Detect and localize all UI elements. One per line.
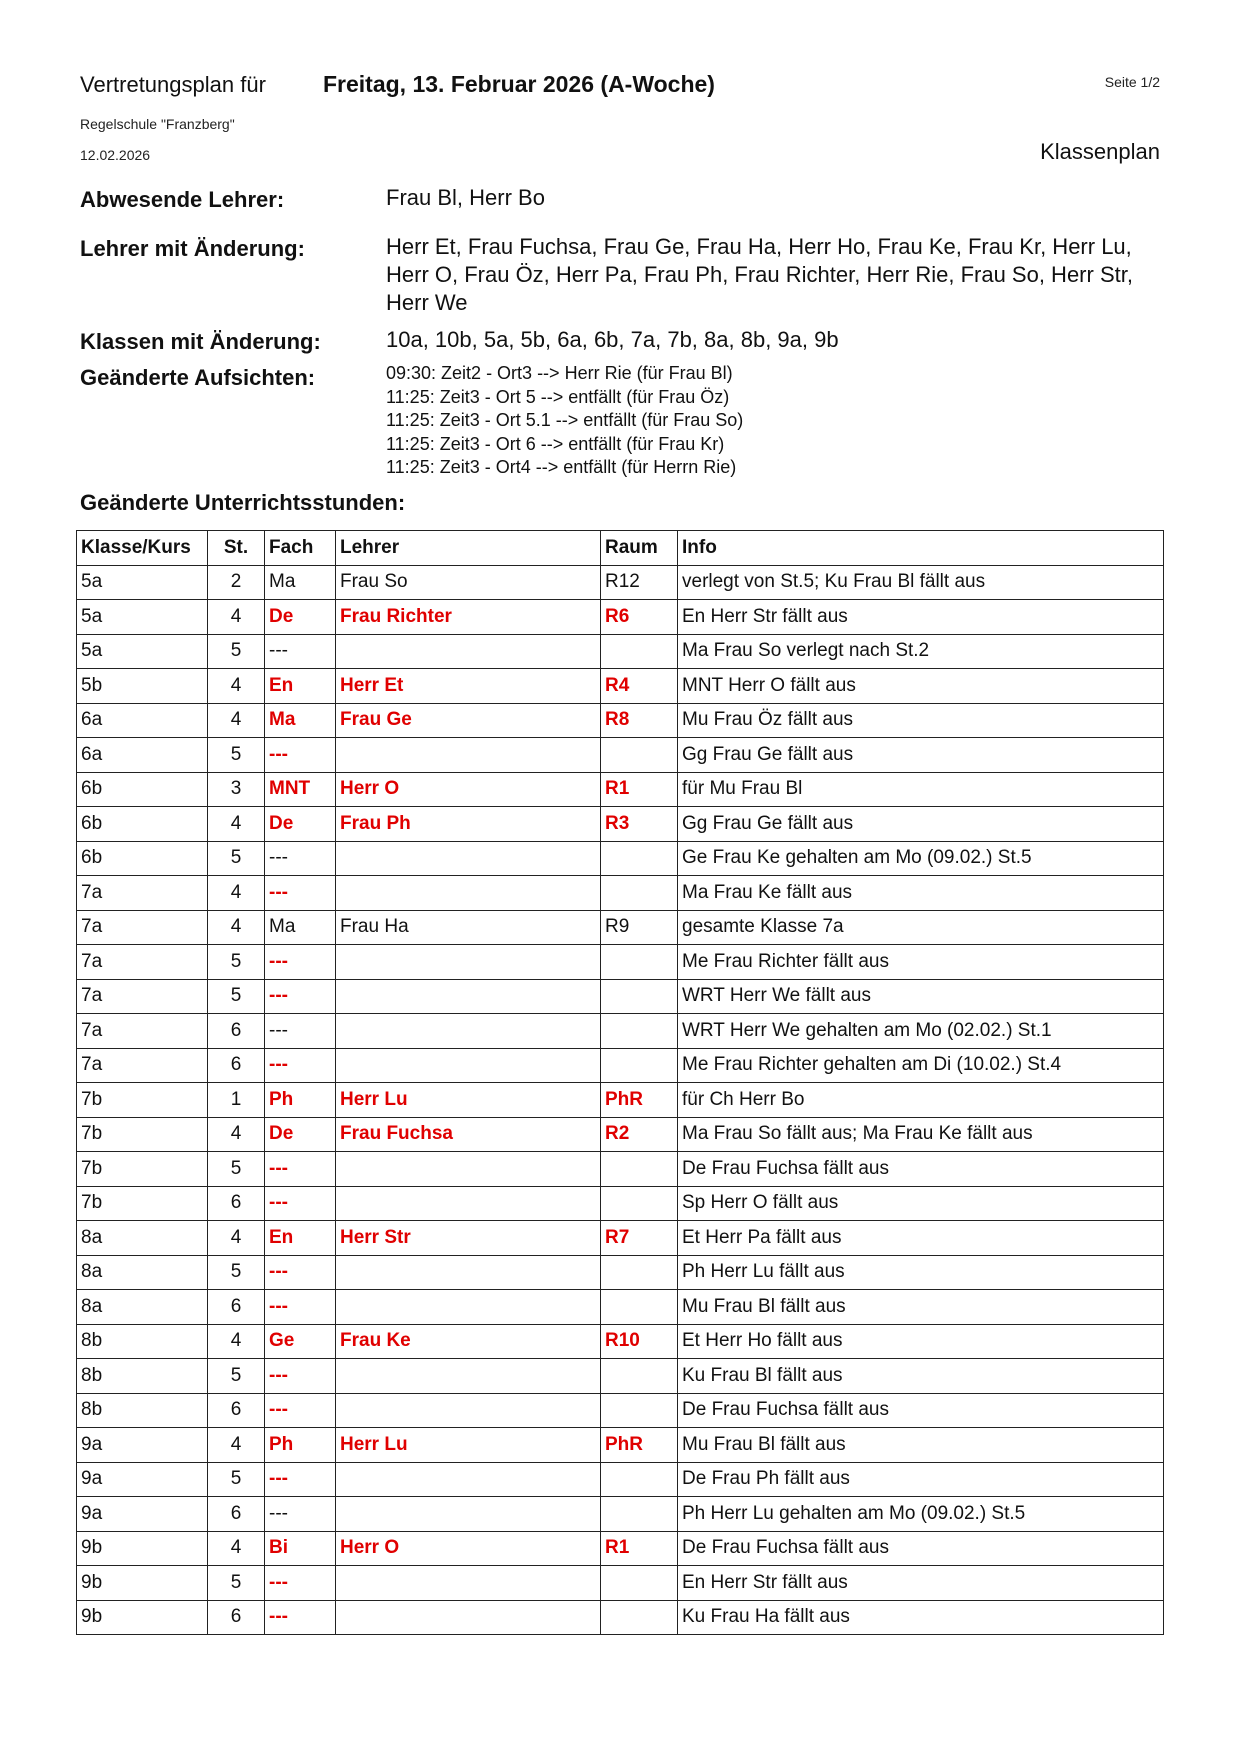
cell-fach: --- <box>265 1600 336 1635</box>
cell-klasse: 6b <box>77 807 208 842</box>
cell-klasse: 9b <box>77 1600 208 1635</box>
cell-fach: --- <box>265 634 336 669</box>
cell-fach: --- <box>265 841 336 876</box>
cell-info: für Mu Frau Bl <box>678 772 1164 807</box>
cell-klasse: 9b <box>77 1566 208 1601</box>
cell-fach: --- <box>265 1497 336 1532</box>
cell-raum: R1 <box>601 1531 678 1566</box>
cell-raum <box>601 979 678 1014</box>
cell-fach: --- <box>265 1014 336 1049</box>
table-row <box>77 807 1164 842</box>
cell-stunde: 6 <box>208 1014 265 1049</box>
cell-info: Ma Frau So verlegt nach St.2 <box>678 634 1164 669</box>
changed-classes-value: 10a, 10b, 5a, 5b, 6a, 6b, 7a, 7b, 8a, 8b, 9a, 9b <box>386 327 839 352</box>
table-row <box>77 876 1164 911</box>
cell-fach: --- <box>265 1393 336 1428</box>
cell-lehrer <box>336 1048 601 1083</box>
cell-stunde: 5 <box>208 738 265 773</box>
cell-stunde: 6 <box>208 1393 265 1428</box>
cell-lehrer: Frau Ke <box>336 1324 601 1359</box>
cell-stunde: 5 <box>208 1255 265 1290</box>
cell-raum: PhR <box>601 1428 678 1463</box>
cell-info: Mu Frau Bl fällt aus <box>678 1290 1164 1325</box>
cell-raum <box>601 1566 678 1601</box>
changed-classes-label: Klassen mit Änderung: <box>80 329 321 354</box>
cell-lehrer: Frau Fuchsa <box>336 1117 601 1152</box>
cell-klasse: 7a <box>77 1048 208 1083</box>
cell-info: Gg Frau Ge fällt aus <box>678 738 1164 773</box>
cell-klasse: 8b <box>77 1359 208 1394</box>
cell-raum <box>601 634 678 669</box>
cell-fach: De <box>265 1117 336 1152</box>
cell-lehrer <box>336 1014 601 1049</box>
cell-stunde: 2 <box>208 565 265 600</box>
supervision-item: 09:30: Zeit2 - Ort3 --> Herr Rie (für Frau Bl) <box>386 363 733 383</box>
table-row <box>77 979 1164 1014</box>
cell-stunde: 6 <box>208 1186 265 1221</box>
cell-stunde: 4 <box>208 600 265 635</box>
page-number: Seite 1/2 <box>1104 74 1160 90</box>
cell-lehrer: Herr Lu <box>336 1083 601 1118</box>
cell-raum <box>601 1497 678 1532</box>
supervision-item: 11:25: Zeit3 - Ort 5 --> entfällt (für Frau Öz) <box>386 386 730 407</box>
cell-klasse: 7b <box>77 1117 208 1152</box>
cell-lehrer: Herr Et <box>336 669 601 704</box>
cell-lehrer <box>336 1393 601 1428</box>
cell-klasse: 6a <box>77 703 208 738</box>
cell-lehrer <box>336 1359 601 1394</box>
cell-stunde: 4 <box>208 703 265 738</box>
cell-stunde: 4 <box>208 1428 265 1463</box>
table-row <box>77 1497 1164 1532</box>
cell-stunde: 4 <box>208 1324 265 1359</box>
lessons-section-title: Geänderte Unterrichtsstunden: <box>80 490 406 515</box>
cell-stunde: 6 <box>208 1600 265 1635</box>
cell-fach: --- <box>265 1359 336 1394</box>
plan-date-title: Freitag, 13. Februar 2026 (A-Woche) <box>323 71 715 97</box>
cell-raum: R7 <box>601 1221 678 1256</box>
cell-fach: Ph <box>265 1083 336 1118</box>
cell-info: Mu Frau Öz fällt aus <box>678 703 1164 738</box>
column-header-fach: Fach <box>265 531 336 566</box>
cell-info: Me Frau Richter gehalten am Di (10.02.) St.4 <box>678 1048 1164 1083</box>
cell-info: Ku Frau Ha fällt aus <box>678 1600 1164 1635</box>
cell-fach: De <box>265 600 336 635</box>
cell-raum <box>601 1186 678 1221</box>
cell-lehrer: Herr Lu <box>336 1428 601 1463</box>
table-row <box>77 1255 1164 1290</box>
cell-klasse: 7a <box>77 945 208 980</box>
cell-klasse: 9a <box>77 1428 208 1463</box>
cell-fach: Bi <box>265 1531 336 1566</box>
cell-stunde: 4 <box>208 1117 265 1152</box>
cell-klasse: 7a <box>77 1014 208 1049</box>
cell-lehrer: Herr O <box>336 1531 601 1566</box>
cell-raum: R12 <box>601 565 678 600</box>
cell-stunde: 6 <box>208 1048 265 1083</box>
cell-lehrer <box>336 979 601 1014</box>
cell-lehrer <box>336 1186 601 1221</box>
cell-klasse: 8a <box>77 1255 208 1290</box>
table-row <box>77 1531 1164 1566</box>
cell-info: Ph Herr Lu gehalten am Mo (09.02.) St.5 <box>678 1497 1164 1532</box>
cell-raum <box>601 738 678 773</box>
cell-stunde: 4 <box>208 669 265 704</box>
table-header-row <box>77 531 1164 566</box>
table-row <box>77 1221 1164 1256</box>
cell-fach: --- <box>265 1566 336 1601</box>
cell-klasse: 6b <box>77 841 208 876</box>
cell-stunde: 5 <box>208 1566 265 1601</box>
column-header-lehrer: Lehrer <box>336 531 601 566</box>
cell-lehrer <box>336 1255 601 1290</box>
table-row <box>77 1117 1164 1152</box>
cell-stunde: 4 <box>208 910 265 945</box>
cell-stunde: 5 <box>208 1359 265 1394</box>
cell-fach: De <box>265 807 336 842</box>
cell-fach: En <box>265 1221 336 1256</box>
cell-fach: Ma <box>265 910 336 945</box>
supervision-item: 11:25: Zeit3 - Ort 6 --> entfällt (für Frau Kr) <box>386 433 725 454</box>
cell-stunde: 5 <box>208 841 265 876</box>
cell-lehrer <box>336 738 601 773</box>
cell-lehrer <box>336 876 601 911</box>
cell-raum <box>601 1600 678 1635</box>
cell-info: Ku Frau Bl fällt aus <box>678 1359 1164 1394</box>
table-row <box>77 1393 1164 1428</box>
cell-lehrer: Frau Ge <box>336 703 601 738</box>
table-row <box>77 1428 1164 1463</box>
cell-klasse: 7a <box>77 979 208 1014</box>
cell-lehrer <box>336 945 601 980</box>
cell-fach: MNT <box>265 772 336 807</box>
cell-fach: --- <box>265 1186 336 1221</box>
cell-stunde: 1 <box>208 1083 265 1118</box>
cell-info: En Herr Str fällt aus <box>678 1566 1164 1601</box>
cell-stunde: 6 <box>208 1290 265 1325</box>
cell-lehrer: Frau Ha <box>336 910 601 945</box>
cell-info: Et Herr Ho fällt aus <box>678 1324 1164 1359</box>
cell-lehrer <box>336 1462 601 1497</box>
cell-stunde: 5 <box>208 945 265 980</box>
table-row <box>77 1566 1164 1601</box>
cell-klasse: 5a <box>77 565 208 600</box>
table-row <box>77 1048 1164 1083</box>
column-header-raum: Raum <box>601 531 678 566</box>
changed-teachers-value: Herr Et, Frau Fuchsa, Frau Ge, Frau Ha, Herr Ho, Frau Ke, Frau Kr, Herr Lu, Herr O, Frau Öz, Herr Pa, Frau Ph, Frau Richter, Herr Rie, Frau So, Herr Str, Herr We <box>386 234 1133 315</box>
table-row <box>77 669 1164 704</box>
cell-raum: PhR <box>601 1083 678 1118</box>
cell-info: Ge Frau Ke gehalten am Mo (09.02.) St.5 <box>678 841 1164 876</box>
cell-klasse: 7a <box>77 876 208 911</box>
supervision-item: 11:25: Zeit3 - Ort 5.1 --> entfällt (für Frau So) <box>386 410 744 430</box>
cell-lehrer <box>336 841 601 876</box>
cell-stunde: 5 <box>208 979 265 1014</box>
cell-klasse: 5a <box>77 600 208 635</box>
cell-info: De Frau Ph fällt aus <box>678 1462 1164 1497</box>
cell-info: Ma Frau So fällt aus; Ma Frau Ke fällt aus <box>678 1117 1164 1152</box>
cell-raum <box>601 1014 678 1049</box>
cell-fach: --- <box>265 738 336 773</box>
table-row <box>77 841 1164 876</box>
table-row <box>77 945 1164 980</box>
column-header-stunde: St. <box>208 531 265 566</box>
cell-raum <box>601 1359 678 1394</box>
table-body <box>77 565 1164 1635</box>
cell-info: De Frau Fuchsa fällt aus <box>678 1393 1164 1428</box>
table-row <box>77 1083 1164 1118</box>
cell-stunde: 4 <box>208 1531 265 1566</box>
cell-lehrer: Herr Str <box>336 1221 601 1256</box>
cell-klasse: 6b <box>77 772 208 807</box>
cell-fach: En <box>265 669 336 704</box>
plan-type: Klassenplan <box>1040 139 1160 164</box>
cell-klasse: 7a <box>77 910 208 945</box>
cell-fach: --- <box>265 1152 336 1187</box>
table-row <box>77 1359 1164 1394</box>
cell-lehrer <box>336 1600 601 1635</box>
cell-raum <box>601 1048 678 1083</box>
cell-raum: R9 <box>601 910 678 945</box>
cell-info: Me Frau Richter fällt aus <box>678 945 1164 980</box>
cell-fach: --- <box>265 979 336 1014</box>
table-row <box>77 1014 1164 1049</box>
table-row <box>77 634 1164 669</box>
changed-teachers-label: Lehrer mit Änderung: <box>80 236 305 261</box>
cell-fach: --- <box>265 1255 336 1290</box>
substitution-table <box>76 530 1164 1635</box>
cell-fach: --- <box>265 1290 336 1325</box>
cell-stunde: 5 <box>208 1462 265 1497</box>
cell-lehrer: Frau Richter <box>336 600 601 635</box>
cell-fach: Ge <box>265 1324 336 1359</box>
cell-info: WRT Herr We fällt aus <box>678 979 1164 1014</box>
cell-info: De Frau Fuchsa fällt aus <box>678 1152 1164 1187</box>
cell-klasse: 7b <box>77 1186 208 1221</box>
cell-stunde: 4 <box>208 807 265 842</box>
print-date: 12.02.2026 <box>80 147 151 163</box>
table-row <box>77 1290 1164 1325</box>
cell-raum: R4 <box>601 669 678 704</box>
table-row <box>77 1462 1164 1497</box>
cell-fach: Ma <box>265 565 336 600</box>
table-row <box>77 1186 1164 1221</box>
table-row <box>77 738 1164 773</box>
cell-klasse: 8a <box>77 1221 208 1256</box>
cell-fach: Ma <box>265 703 336 738</box>
absent-teachers-label: Abwesende Lehrer: <box>80 187 285 212</box>
cell-lehrer: Frau Ph <box>336 807 601 842</box>
cell-lehrer <box>336 1290 601 1325</box>
table-row <box>77 600 1164 635</box>
cell-fach: --- <box>265 1462 336 1497</box>
cell-fach: --- <box>265 1048 336 1083</box>
table-row <box>77 910 1164 945</box>
cell-stunde: 6 <box>208 1497 265 1532</box>
cell-info: verlegt von St.5; Ku Frau Bl fällt aus <box>678 565 1164 600</box>
cell-info: für Ch Herr Bo <box>678 1083 1164 1118</box>
cell-info: Gg Frau Ge fällt aus <box>678 807 1164 842</box>
cell-klasse: 9a <box>77 1497 208 1532</box>
table-row <box>77 703 1164 738</box>
table-row <box>77 1600 1164 1635</box>
cell-raum: R2 <box>601 1117 678 1152</box>
cell-info: En Herr Str fällt aus <box>678 600 1164 635</box>
column-header-klasse: Klasse/Kurs <box>77 531 208 566</box>
cell-fach: Ph <box>265 1428 336 1463</box>
cell-lehrer <box>336 1497 601 1532</box>
cell-info: gesamte Klasse 7a <box>678 910 1164 945</box>
cell-raum: R8 <box>601 703 678 738</box>
cell-raum <box>601 1290 678 1325</box>
table-row <box>77 565 1164 600</box>
cell-info: MNT Herr O fällt aus <box>678 669 1164 704</box>
cell-stunde: 4 <box>208 876 265 911</box>
cell-klasse: 8a <box>77 1290 208 1325</box>
cell-stunde: 3 <box>208 772 265 807</box>
cell-lehrer <box>336 1566 601 1601</box>
cell-klasse: 5a <box>77 634 208 669</box>
cell-stunde: 5 <box>208 1152 265 1187</box>
cell-raum: R6 <box>601 600 678 635</box>
cell-info: Ph Herr Lu fällt aus <box>678 1255 1164 1290</box>
supervision-list <box>386 362 743 480</box>
cell-raum: R3 <box>601 807 678 842</box>
title-prefix: Vertretungsplan für <box>80 72 266 97</box>
cell-lehrer <box>336 1152 601 1187</box>
cell-info: Ma Frau Ke fällt aus <box>678 876 1164 911</box>
cell-info: Sp Herr O fällt aus <box>678 1186 1164 1221</box>
table-row <box>77 1324 1164 1359</box>
cell-klasse: 9a <box>77 1462 208 1497</box>
cell-fach: --- <box>265 876 336 911</box>
cell-raum: R1 <box>601 772 678 807</box>
cell-raum <box>601 1462 678 1497</box>
cell-klasse: 6a <box>77 738 208 773</box>
cell-klasse: 5b <box>77 669 208 704</box>
cell-raum <box>601 945 678 980</box>
table-row <box>77 772 1164 807</box>
cell-info: Et Herr Pa fällt aus <box>678 1221 1164 1256</box>
cell-klasse: 9b <box>77 1531 208 1566</box>
cell-klasse: 7b <box>77 1152 208 1187</box>
cell-klasse: 8b <box>77 1393 208 1428</box>
cell-raum: R10 <box>601 1324 678 1359</box>
cell-lehrer <box>336 634 601 669</box>
cell-stunde: 4 <box>208 1221 265 1256</box>
cell-lehrer: Herr O <box>336 772 601 807</box>
cell-klasse: 7b <box>77 1083 208 1118</box>
cell-raum <box>601 841 678 876</box>
cell-raum <box>601 1152 678 1187</box>
cell-info: WRT Herr We gehalten am Mo (02.02.) St.1 <box>678 1014 1164 1049</box>
supervision-label: Geänderte Aufsichten: <box>80 365 316 390</box>
column-header-info: Info <box>678 531 1164 566</box>
cell-stunde: 5 <box>208 634 265 669</box>
absent-teachers-value: Frau Bl, Herr Bo <box>386 185 545 210</box>
cell-klasse: 8b <box>77 1324 208 1359</box>
school-name: Regelschule "Franzberg" <box>80 116 235 132</box>
cell-info: De Frau Fuchsa fällt aus <box>678 1531 1164 1566</box>
supervision-item: 11:25: Zeit3 - Ort4 --> entfällt (für Herrn Rie) <box>386 457 737 477</box>
cell-info: Mu Frau Bl fällt aus <box>678 1428 1164 1463</box>
cell-fach: --- <box>265 945 336 980</box>
table-row <box>77 1152 1164 1187</box>
cell-lehrer: Frau So <box>336 565 601 600</box>
cell-raum <box>601 1255 678 1290</box>
cell-raum <box>601 876 678 911</box>
cell-raum <box>601 1393 678 1428</box>
